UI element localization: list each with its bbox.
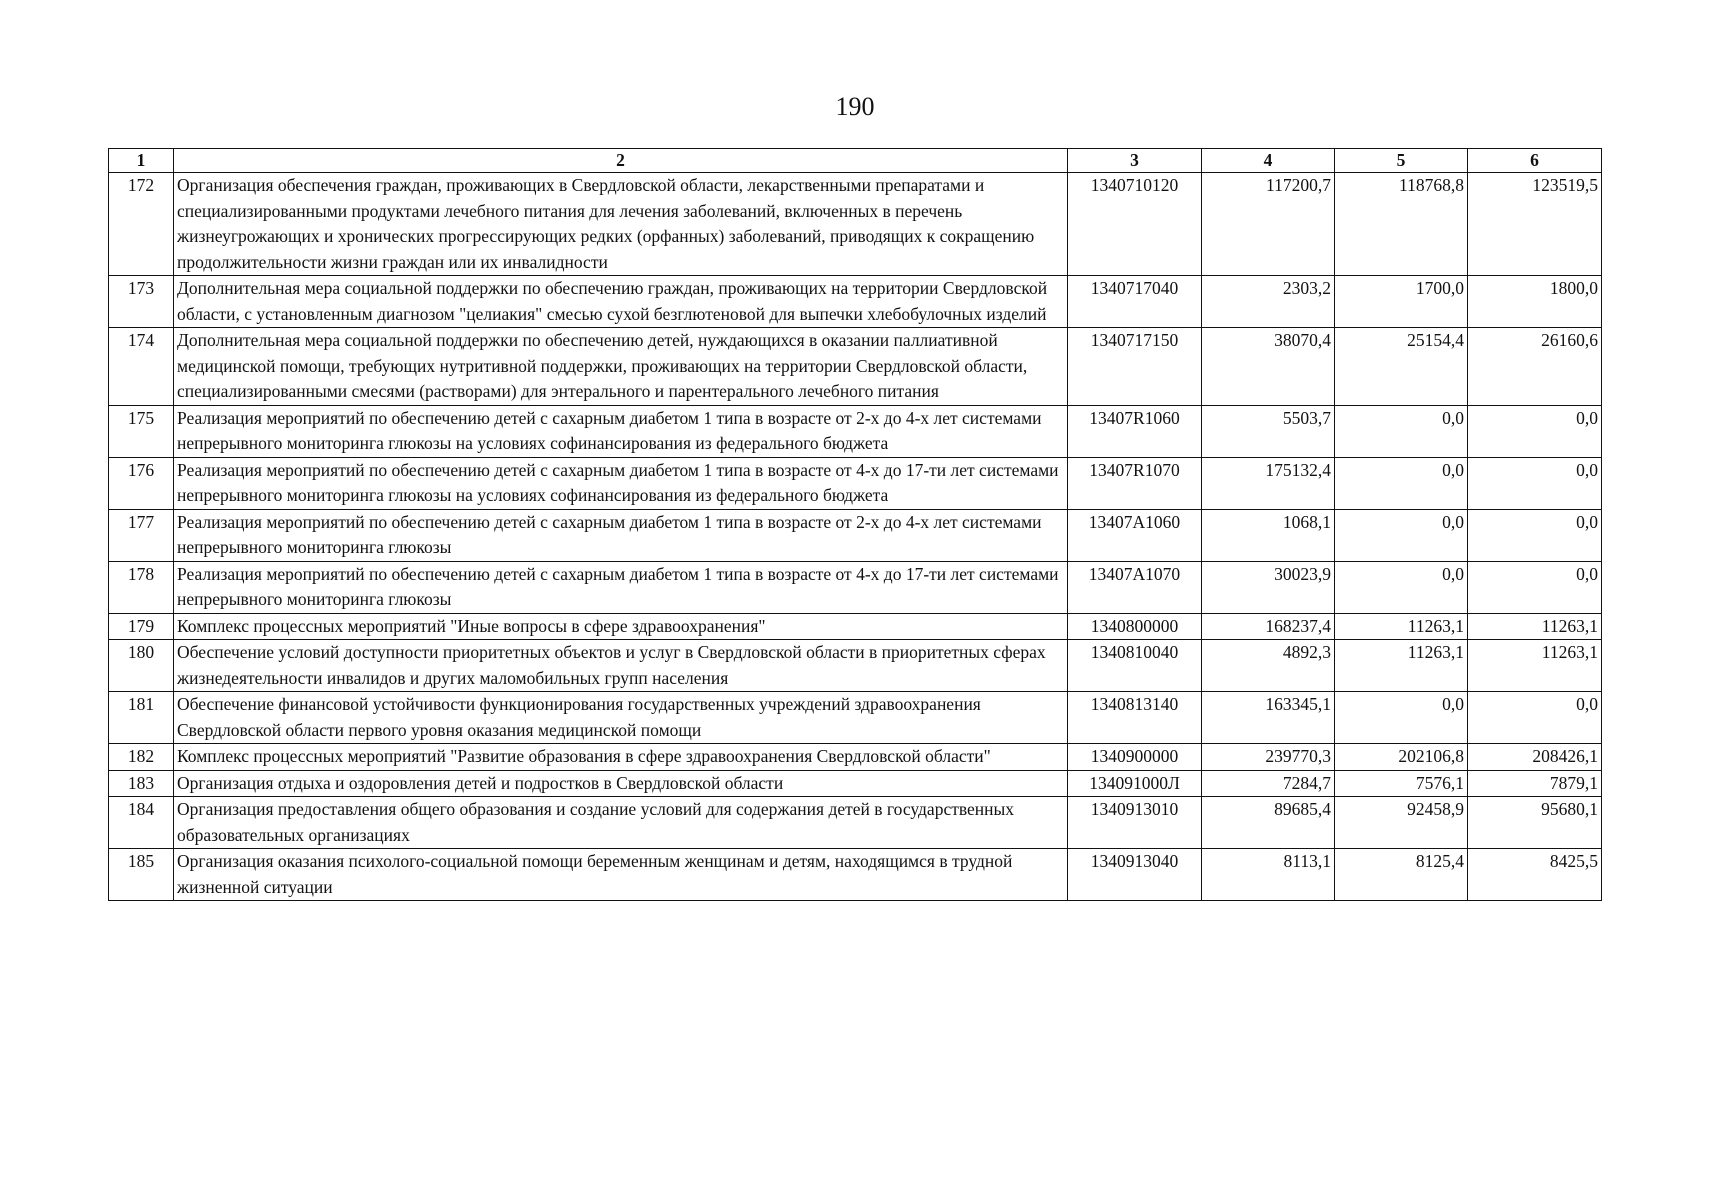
row-value-col4: 117200,7: [1202, 173, 1335, 276]
row-code: 1340717040: [1068, 276, 1202, 328]
row-value-col5: 11263,1: [1335, 640, 1468, 692]
table-row: [109, 770, 1602, 797]
row-code: 1340800000: [1068, 613, 1202, 640]
row-number: 180: [109, 640, 174, 692]
row-value-col4: 168237,4: [1202, 613, 1335, 640]
row-value-col4: 175132,4: [1202, 457, 1335, 509]
row-value-col4: 89685,4: [1202, 797, 1335, 849]
row-value-col5: 92458,9: [1335, 797, 1468, 849]
row-value-col6: 95680,1: [1468, 797, 1602, 849]
row-name: Обеспечение финансовой устойчивости функционирования государственных учреждений здравоохранения Свердловской области первого уровня оказания медицинской помощи: [174, 692, 1068, 744]
row-value-col6: 26160,6: [1468, 328, 1602, 406]
row-code: 13407A1070: [1068, 561, 1202, 613]
row-name: Организация обеспечения граждан, проживающих в Свердловской области, лекарственными препаратами и специализированными продуктами лечебного питания для лечения заболеваний, включенных в перечень жизнеугрожающих и хронических прогрессирующих редких (орфанных) заболеваний, приводящих к сокращению продолжительности жизни граждан или их инвалидности: [174, 173, 1068, 276]
table-body: [109, 173, 1602, 901]
table-row: [109, 640, 1602, 692]
row-value-col5: 118768,8: [1335, 173, 1468, 276]
row-code: 1340710120: [1068, 173, 1202, 276]
row-value-col6: 0,0: [1468, 692, 1602, 744]
row-value-col5: 11263,1: [1335, 613, 1468, 640]
row-code: 1340717150: [1068, 328, 1202, 406]
row-value-col5: 0,0: [1335, 457, 1468, 509]
row-value-col6: 208426,1: [1468, 744, 1602, 771]
table-row: [109, 457, 1602, 509]
header-row: [109, 149, 1602, 173]
row-name: Реализация мероприятий по обеспечению детей с сахарным диабетом 1 типа в возрасте от 2-х до 4-х лет системами непрерывного мониторинга глюкозы на условиях софинансирования из федерального бюджета: [174, 405, 1068, 457]
header-col-6: 6: [1468, 149, 1602, 173]
row-name: Организация отдыха и оздоровления детей и подростков в Свердловской области: [174, 770, 1068, 797]
row-number: 184: [109, 797, 174, 849]
row-code: 1340913010: [1068, 797, 1202, 849]
row-value-col6: 11263,1: [1468, 640, 1602, 692]
table-row: [109, 276, 1602, 328]
row-code: 1340810040: [1068, 640, 1202, 692]
table-row: [109, 797, 1602, 849]
row-number: 178: [109, 561, 174, 613]
row-number: 181: [109, 692, 174, 744]
row-number: 176: [109, 457, 174, 509]
row-value-col4: 2303,2: [1202, 276, 1335, 328]
row-number: 174: [109, 328, 174, 406]
row-value-col5: 8125,4: [1335, 849, 1468, 901]
row-number: 182: [109, 744, 174, 771]
row-code: 1340913040: [1068, 849, 1202, 901]
row-name: Обеспечение условий доступности приоритетных объектов и услуг в Свердловской области в приоритетных сферах жизнедеятельности инвалидов и других маломобильных групп населения: [174, 640, 1068, 692]
row-name: Реализация мероприятий по обеспечению детей с сахарным диабетом 1 типа в возрасте от 4-х до 17-ти лет системами непрерывного мониторинга глюкозы на условиях софинансирования из федерального бюджета: [174, 457, 1068, 509]
row-value-col6: 123519,5: [1468, 173, 1602, 276]
row-name: Реализация мероприятий по обеспечению детей с сахарным диабетом 1 типа в возрасте от 2-х до 4-х лет системами непрерывного мониторинга глюкозы: [174, 509, 1068, 561]
budget-table: [108, 148, 1602, 901]
row-value-col6: 0,0: [1468, 509, 1602, 561]
table-row: [109, 613, 1602, 640]
row-value-col4: 8113,1: [1202, 849, 1335, 901]
row-number: 185: [109, 849, 174, 901]
header-col-3: 3: [1068, 149, 1202, 173]
row-name: Комплекс процессных мероприятий "Развитие образования в сфере здравоохранения Свердловской области": [174, 744, 1068, 771]
row-value-col6: 8425,5: [1468, 849, 1602, 901]
row-code: 13407R1060: [1068, 405, 1202, 457]
row-name: Дополнительная мера социальной поддержки по обеспечению граждан, проживающих на территории Свердловской области, с установленным диагнозом "целиакия" смесью сухой безглютеновой для выпечки хлебобулочных изделий: [174, 276, 1068, 328]
table-row: [109, 328, 1602, 406]
row-value-col5: 0,0: [1335, 405, 1468, 457]
row-value-col5: 0,0: [1335, 692, 1468, 744]
row-value-col4: 4892,3: [1202, 640, 1335, 692]
row-value-col5: 0,0: [1335, 509, 1468, 561]
row-value-col6: 11263,1: [1468, 613, 1602, 640]
row-code: 134091000Л: [1068, 770, 1202, 797]
header-col-2: 2: [174, 149, 1068, 173]
table-row: [109, 692, 1602, 744]
table-row: [109, 405, 1602, 457]
row-number: 183: [109, 770, 174, 797]
row-value-col4: 38070,4: [1202, 328, 1335, 406]
header-col-4: 4: [1202, 149, 1335, 173]
row-number: 179: [109, 613, 174, 640]
row-code: 1340813140: [1068, 692, 1202, 744]
row-value-col4: 239770,3: [1202, 744, 1335, 771]
row-value-col5: 0,0: [1335, 561, 1468, 613]
page-number: 190: [835, 92, 875, 121]
row-code: 1340900000: [1068, 744, 1202, 771]
row-name: Организация предоставления общего образования и создание условий для содержания детей в государственных образовательных организациях: [174, 797, 1068, 849]
row-number: 175: [109, 405, 174, 457]
table-row: [109, 173, 1602, 276]
header-col-1: 1: [109, 149, 174, 173]
row-value-col5: 1700,0: [1335, 276, 1468, 328]
table-row: [109, 561, 1602, 613]
row-value-col6: 1800,0: [1468, 276, 1602, 328]
row-number: 177: [109, 509, 174, 561]
row-value-col6: 0,0: [1468, 561, 1602, 613]
row-value-col4: 1068,1: [1202, 509, 1335, 561]
row-value-col6: 0,0: [1468, 457, 1602, 509]
row-name: Организация оказания психолого-социальной помощи беременным женщинам и детям, находящимся в трудной жизненной ситуации: [174, 849, 1068, 901]
row-value-col4: 5503,7: [1202, 405, 1335, 457]
row-value-col4: 163345,1: [1202, 692, 1335, 744]
row-value-col6: 7879,1: [1468, 770, 1602, 797]
row-value-col5: 7576,1: [1335, 770, 1468, 797]
row-name: Комплекс процессных мероприятий "Иные вопросы в сфере здравоохранения": [174, 613, 1068, 640]
row-code: 13407A1060: [1068, 509, 1202, 561]
table-row: [109, 744, 1602, 771]
row-name: Реализация мероприятий по обеспечению детей с сахарным диабетом 1 типа в возрасте от 4-х до 17-ти лет системами непрерывного мониторинга глюкозы: [174, 561, 1068, 613]
row-value-col6: 0,0: [1468, 405, 1602, 457]
row-name: Дополнительная мера социальной поддержки по обеспечению детей, нуждающихся в оказании паллиативной медицинской помощи, требующих нутритивной поддержки, проживающих на территории Свердловской области, специализированными смесями (растворами) для энтерального и парентерального лечебного питания: [174, 328, 1068, 406]
row-number: 172: [109, 173, 174, 276]
table-row: [109, 509, 1602, 561]
header-col-5: 5: [1335, 149, 1468, 173]
row-value-col5: 202106,8: [1335, 744, 1468, 771]
row-value-col4: 7284,7: [1202, 770, 1335, 797]
row-value-col4: 30023,9: [1202, 561, 1335, 613]
row-code: 13407R1070: [1068, 457, 1202, 509]
table-row: [109, 849, 1602, 901]
row-value-col5: 25154,4: [1335, 328, 1468, 406]
row-number: 173: [109, 276, 174, 328]
